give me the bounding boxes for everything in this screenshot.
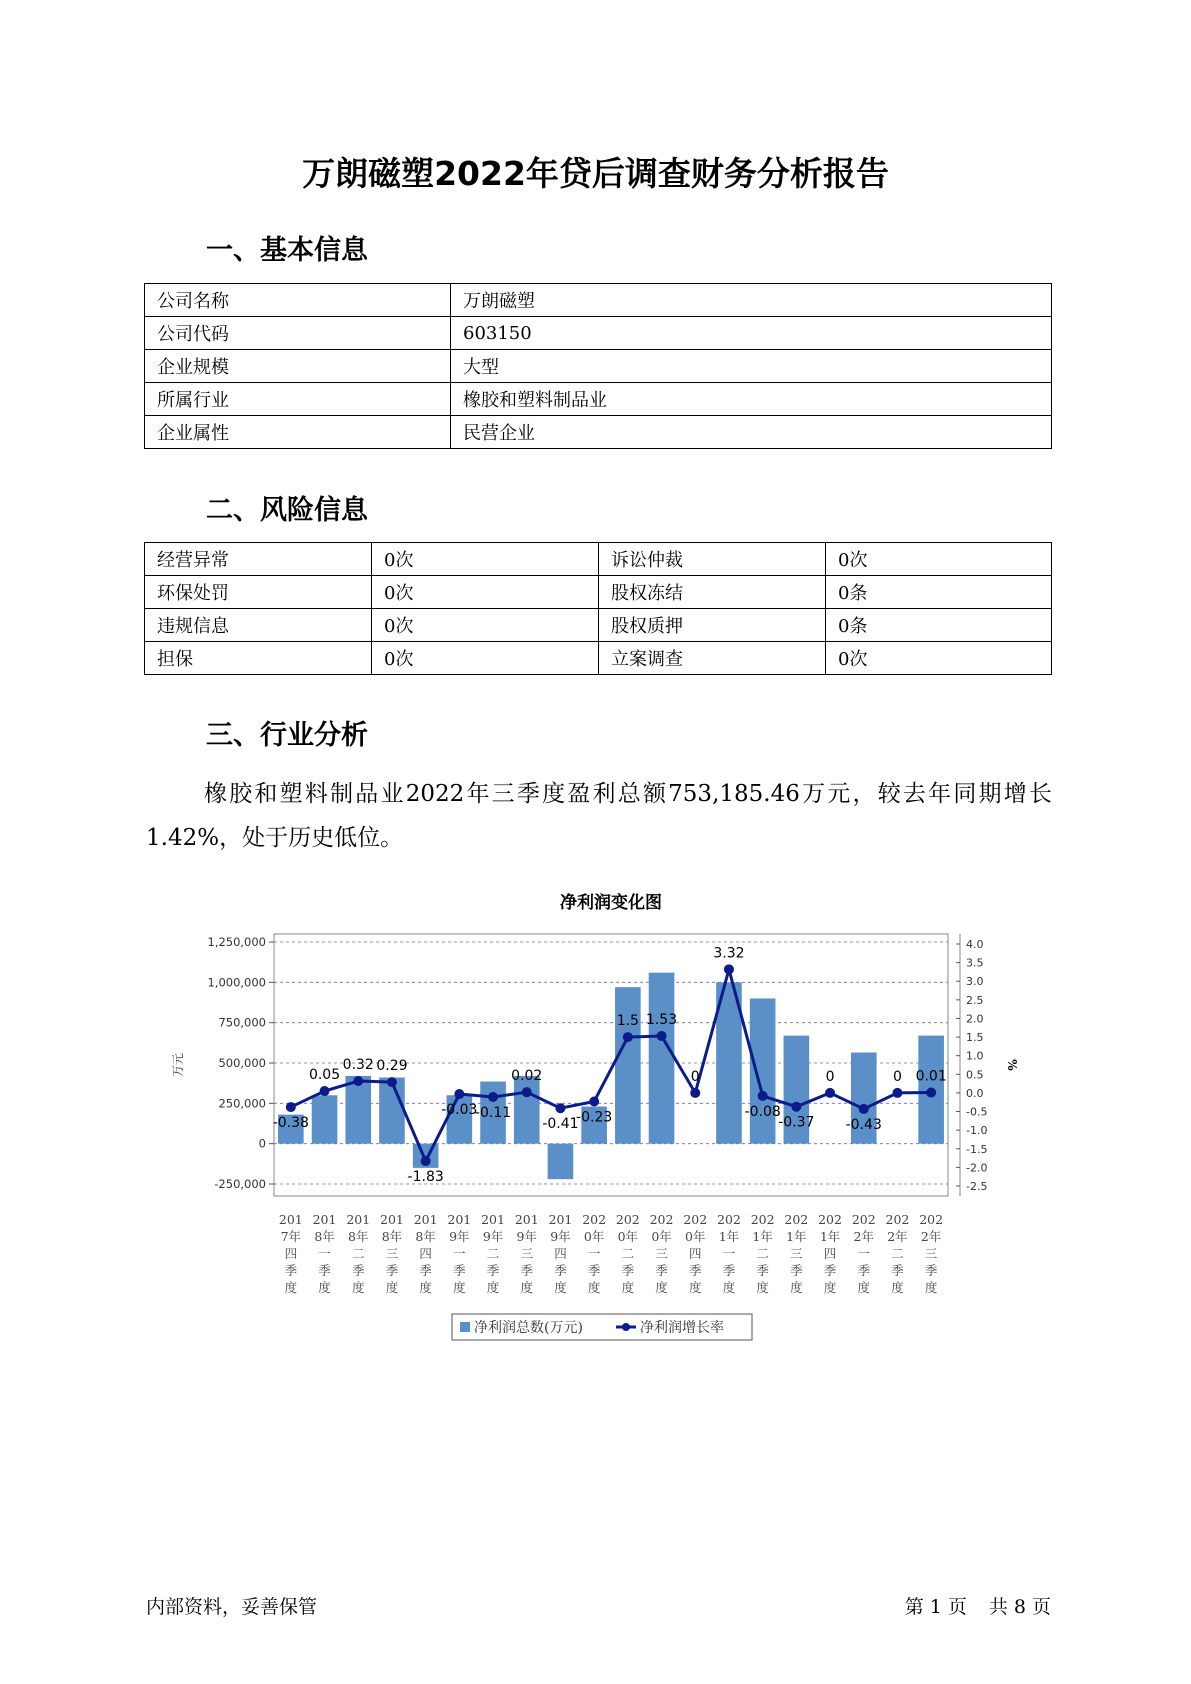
y2-tick-label: -2.5 <box>966 1180 988 1193</box>
y2-tick-label: 2.0 <box>966 1012 984 1026</box>
basic-info-value: 万朗磁塑 <box>451 284 1052 317</box>
section-heading-basic: 一、基本信息 <box>206 235 368 266</box>
y2-tick-label: 1.0 <box>966 1049 984 1063</box>
growth-point <box>892 1088 902 1098</box>
y-tick-label: 0 <box>258 1136 266 1151</box>
x-tick-label: 202 0年四季度 <box>683 1212 708 1295</box>
page-number: 1 <box>929 1596 942 1618</box>
y2-tick-label: 4.0 <box>966 938 984 951</box>
risk-label: 违规信息 <box>145 609 372 642</box>
total-number: 8 <box>1013 1596 1026 1618</box>
growth-data-label: 0.02 <box>511 1068 543 1085</box>
basic-info-table <box>144 283 1052 449</box>
growth-point <box>690 1088 700 1098</box>
report-title: 万朗磁塑2022年贷后调查财务分析报告 <box>302 154 889 193</box>
basic-info-value: 橡胶和塑料制品业 <box>451 383 1052 416</box>
growth-point <box>589 1096 599 1106</box>
x-tick-label: 201 7年四季度 <box>278 1212 303 1295</box>
growth-data-label: 0 <box>892 1068 902 1085</box>
risk-label: 股权质押 <box>599 609 826 642</box>
basic-info-row <box>145 317 1052 350</box>
risk-value: 0次 <box>372 609 599 642</box>
x-tick-label: 201 8年一季度 <box>312 1212 337 1295</box>
growth-data-label: 3.32 <box>713 945 745 962</box>
growth-point <box>320 1086 330 1096</box>
basic-info-label: 公司名称 <box>145 284 451 317</box>
growth-data-label: -0.41 <box>542 1116 579 1133</box>
industry-paragraph: 橡胶和塑料制品业2022年三季度盈利总额753,185.46万元，较去年同期增长1.42%，处于历史低位。 <box>146 781 1052 851</box>
legend-bar-label: 净利润总数(万元) <box>474 1320 583 1336</box>
x-tick-label: 201 9年一季度 <box>447 1212 472 1295</box>
risk-label: 经营异常 <box>145 543 372 576</box>
x-tick-label: 202 0年二季度 <box>615 1212 640 1295</box>
y-tick-label: 1,000,000 <box>207 975 266 990</box>
growth-data-label: 0.01 <box>915 1068 947 1085</box>
basic-info-value: 大型 <box>451 350 1052 383</box>
growth-point <box>353 1076 363 1086</box>
risk-value: 0次 <box>372 543 599 576</box>
y-tick-label: -250,000 <box>214 1177 266 1191</box>
y-tick-label: 750,000 <box>218 1015 266 1030</box>
x-tick-label: 202 0年一季度 <box>582 1212 607 1295</box>
growth-data-label: -0.23 <box>576 1109 613 1126</box>
growth-point <box>724 964 734 974</box>
growth-point <box>488 1092 498 1102</box>
risk-value: 0次 <box>372 642 599 675</box>
x-tick-label: 201 8年二季度 <box>346 1212 371 1295</box>
risk-value: 0次 <box>826 642 1052 675</box>
x-tick-label: 202 1年三季度 <box>784 1212 809 1295</box>
bar <box>649 973 675 1144</box>
growth-data-label: 0 <box>825 1068 835 1085</box>
risk-value: 0次 <box>372 576 599 609</box>
growth-data-label: 0.32 <box>342 1057 374 1074</box>
risk-info-row <box>145 642 1052 675</box>
page-prefix: 第 <box>904 1596 924 1618</box>
growth-data-label: 0.05 <box>308 1067 341 1084</box>
bar <box>312 1095 338 1143</box>
growth-data-label: -1.83 <box>407 1169 444 1186</box>
risk-info-row <box>145 576 1052 609</box>
bar <box>548 1144 574 1179</box>
legend-bar-swatch <box>460 1322 470 1332</box>
growth-data-label: 0 <box>690 1068 700 1085</box>
risk-value: 0次 <box>826 543 1052 576</box>
growth-point <box>387 1077 397 1087</box>
growth-point <box>791 1102 801 1112</box>
y2-tick-label: 2.5 <box>966 993 984 1007</box>
basic-info-label: 企业规模 <box>145 350 451 383</box>
growth-data-label: -0.03 <box>441 1102 478 1119</box>
net-profit-chart <box>170 888 1020 1348</box>
risk-label: 担保 <box>145 642 372 675</box>
y-axis-label: 万元 <box>171 1052 185 1078</box>
y2-axis-label: % <box>1005 1059 1019 1071</box>
growth-point <box>926 1088 936 1098</box>
x-tick-label: 202 2年二季度 <box>885 1212 910 1295</box>
x-tick-label: 201 8年四季度 <box>413 1212 438 1295</box>
bar <box>750 998 776 1143</box>
risk-label: 环保处罚 <box>145 576 372 609</box>
basic-info-row <box>145 284 1052 317</box>
x-tick-label: 201 9年三季度 <box>514 1212 539 1295</box>
bar <box>514 1076 540 1144</box>
growth-point <box>657 1031 667 1041</box>
growth-point <box>421 1156 431 1166</box>
x-tick-label: 201 9年二季度 <box>481 1212 505 1295</box>
y-tick-label: 1,250,000 <box>207 935 266 949</box>
footer-confidential: 内部资料，妥善保管 <box>146 1596 318 1618</box>
risk-label: 股权冻结 <box>599 576 826 609</box>
x-tick-label: 202 1年四季度 <box>818 1212 842 1295</box>
bar <box>379 1078 405 1144</box>
footer-page-info <box>899 1592 1051 1619</box>
growth-data-label: 1.5 <box>616 1013 639 1030</box>
basic-info-row <box>145 383 1052 416</box>
growth-point <box>286 1102 296 1112</box>
growth-point <box>522 1087 532 1097</box>
growth-point <box>555 1103 565 1113</box>
y2-tick-label: 0.5 <box>966 1068 984 1082</box>
y2-tick-label: -2.0 <box>966 1161 988 1175</box>
risk-label: 诉讼仲裁 <box>599 543 826 576</box>
growth-data-label: 0.29 <box>376 1058 408 1075</box>
growth-point <box>454 1089 464 1099</box>
x-tick-label: 202 0年三季度 <box>649 1212 674 1295</box>
risk-value: 0条 <box>826 576 1052 609</box>
y2-tick-label: -1.0 <box>966 1124 988 1138</box>
growth-data-label: -0.11 <box>474 1105 512 1122</box>
risk-info-table <box>144 542 1052 675</box>
risk-info-row <box>145 609 1052 642</box>
growth-point <box>758 1091 768 1101</box>
y2-tick-label: 0.0 <box>966 1086 984 1100</box>
legend-line-label: 净利润增长率 <box>640 1320 724 1336</box>
x-tick-label: 202 1年二季度 <box>750 1212 775 1295</box>
basic-info-row <box>145 350 1052 383</box>
growth-data-label: -0.08 <box>744 1103 781 1120</box>
section-heading-risk: 二、风险信息 <box>206 495 368 526</box>
legend-line-marker <box>622 1323 630 1331</box>
y2-tick-label: 1.5 <box>966 1031 984 1045</box>
basic-info-label: 企业属性 <box>145 416 451 449</box>
growth-point <box>623 1032 633 1042</box>
x-tick-label: 202 2年三季度 <box>919 1212 944 1295</box>
basic-info-value: 民营企业 <box>451 416 1052 449</box>
y2-tick-label: 3.5 <box>966 956 984 970</box>
total-prefix: 共 <box>988 1596 1008 1618</box>
growth-point <box>825 1088 835 1098</box>
basic-info-label: 所属行业 <box>145 383 451 416</box>
y2-tick-label: -0.5 <box>966 1105 988 1119</box>
x-tick-label: 201 8年三季度 <box>380 1212 404 1295</box>
basic-info-value: 603150 <box>451 317 1052 350</box>
basic-info-row <box>145 416 1052 449</box>
x-tick-label: 202 1年一季度 <box>717 1212 741 1295</box>
risk-info-row <box>145 543 1052 576</box>
bar <box>345 1076 371 1144</box>
growth-data-label: -0.38 <box>272 1115 309 1132</box>
risk-label: 立案调查 <box>599 642 826 675</box>
growth-data-label: 1.53 <box>645 1011 678 1028</box>
section-heading-industry: 三、行业分析 <box>206 720 368 751</box>
growth-data-label: -0.37 <box>778 1114 815 1131</box>
y-tick-label: 500,000 <box>218 1056 266 1070</box>
chart-title: 净利润变化图 <box>560 893 662 913</box>
y2-tick-label: 3.0 <box>966 975 984 989</box>
bar <box>615 987 641 1143</box>
plot-area <box>274 934 948 1196</box>
risk-value: 0条 <box>826 609 1052 642</box>
y-tick-label: 250,000 <box>218 1096 266 1111</box>
x-tick-label: 201 9年四季度 <box>548 1212 573 1295</box>
x-tick-label: 202 2年一季度 <box>851 1212 876 1295</box>
y2-tick-label: -1.5 <box>966 1142 988 1156</box>
total-unit: 页 <box>1031 1596 1051 1618</box>
growth-point <box>859 1104 869 1114</box>
growth-data-label: -0.43 <box>845 1116 882 1133</box>
page-unit: 页 <box>947 1596 967 1618</box>
basic-info-label: 公司代码 <box>145 317 451 350</box>
